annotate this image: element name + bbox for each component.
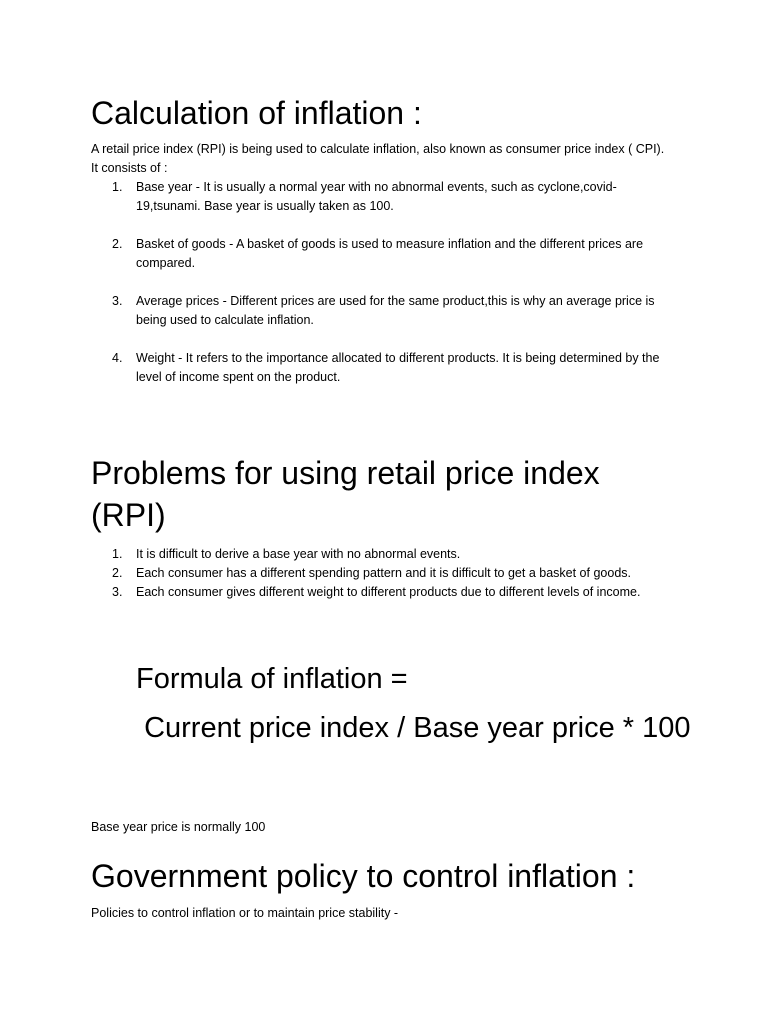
list-item-text: Basket of goods - A basket of goods is used to measure inflation and the different prices are compared. — [136, 237, 644, 270]
heading-problems-rpi: Problems for using retail price index (RPI) — [91, 455, 600, 533]
policy-intro-paragraph: Policies to control inflation or to maintain price stability - — [91, 906, 399, 920]
list-item-text: It is difficult to derive a base year with no abnormal events. — [136, 547, 461, 561]
heading-calculation-of-inflation: Calculation of inflation : — [91, 95, 422, 131]
list-number: 3. — [112, 294, 123, 308]
list-number: 1. — [112, 180, 123, 194]
list-number: 4. — [112, 351, 123, 365]
list-item-text: Weight - It refers to the importance allocated to different products. It is being determined by the level of income spent on the product. — [136, 351, 660, 384]
formula-heading: Formula of inflation = — [136, 663, 408, 695]
list-number: 2. — [112, 566, 123, 580]
heading-government-policy: Government policy to control inflation : — [91, 858, 636, 894]
list-item-text: Each consumer has a different spending pattern and it is difficult to get a basket of goods. — [136, 566, 631, 580]
list-number: 3. — [112, 585, 123, 599]
list-number: 2. — [112, 237, 123, 251]
rpi-components-list — [0, 178, 768, 406]
list-item-text: Base year - It is usually a normal year with no abnormal events, such as cyclone,covid-19,tsunami. Base year is usually taken as 100. — [136, 180, 617, 213]
formula-expression: Current price index / Base year price * 100 — [136, 712, 691, 744]
list-item — [0, 349, 676, 387]
list-item-text: Average prices - Different prices are used for the same product,this is why an average price is being used to calculate inflation. — [136, 294, 655, 327]
rpi-intro-paragraph: A retail price index (RPI) is being used to calculate inflation, also known as consumer price index ( CPI). It consists of : — [91, 142, 665, 175]
list-item — [0, 583, 676, 602]
list-item — [0, 564, 676, 583]
list-number: 1. — [112, 547, 123, 561]
list-item — [0, 235, 676, 273]
list-item-text: Each consumer gives different weight to different products due to different levels of income. — [136, 585, 641, 599]
rpi-problems-list — [0, 545, 768, 602]
base-year-note: Base year price is normally 100 — [91, 820, 266, 834]
list-item — [0, 292, 676, 330]
list-item — [0, 178, 676, 216]
list-item — [0, 545, 676, 564]
